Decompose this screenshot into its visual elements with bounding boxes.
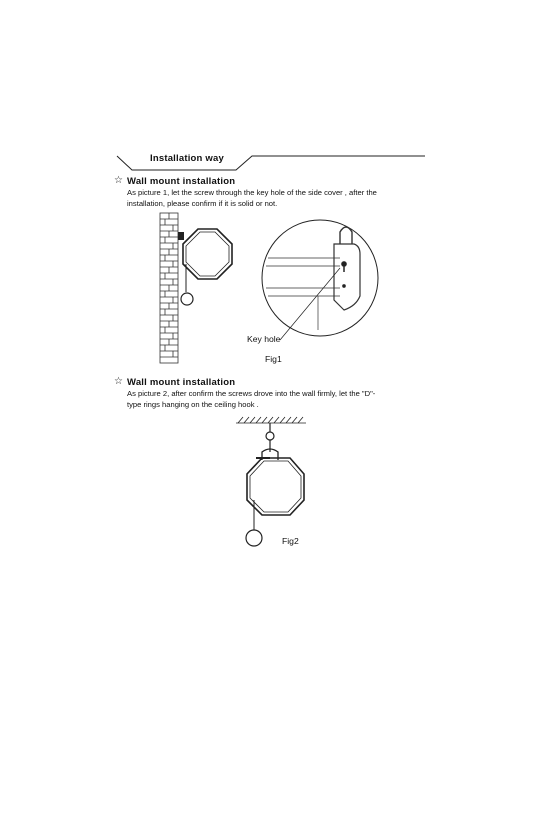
star-icon: ☆ — [114, 175, 123, 186]
section1-title: Wall mount installation — [127, 176, 236, 187]
star-icon: ☆ — [114, 376, 123, 387]
section2-title: Wall mount installation — [127, 377, 236, 388]
section2-line2: type rings hanging on the ceiling hook . — [127, 400, 259, 409]
section1-line2: installation, please confirm if it is solid or not. — [127, 199, 278, 208]
ceiling-hook — [266, 423, 274, 452]
key-hole-label: Key hole — [247, 334, 281, 344]
section-heading: Installation way — [150, 153, 224, 164]
figure2-caption: Fig2 — [282, 536, 299, 546]
section2-line1: As picture 2, after confirm the screws drove into the wall firmly, let the "D"- — [127, 389, 376, 398]
section1-line1: As picture 1, let the screw through the key hole of the side cover , after the — [127, 188, 377, 197]
figure1-caption: Fig1 — [265, 354, 282, 364]
pull-ring — [246, 530, 262, 546]
ceiling — [236, 417, 306, 423]
screen-housing — [247, 458, 304, 515]
